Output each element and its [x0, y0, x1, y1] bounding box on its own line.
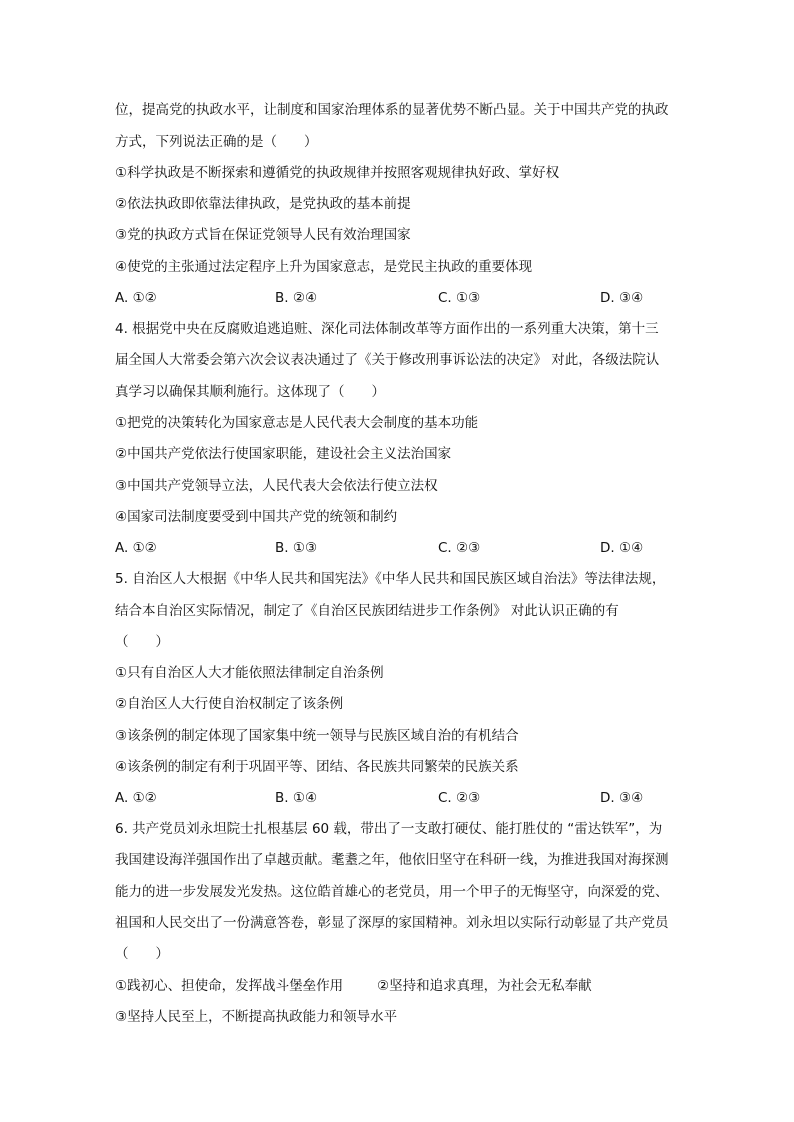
q6-items-row-1: [115, 976, 675, 996]
q5-option-b[interactable]: B. ①④: [275, 790, 318, 806]
q3-item-1: ①科学执政是不断探索和遵循党的执政规律并按照客观规律执好政、掌好权: [115, 165, 560, 181]
q6-stem-line-4: 祖国和人民交出了一份满意答卷，彰显了深厚的家国精神。刘永坦以实际行动彰显了共产党员: [115, 915, 669, 931]
q3-stem-line-2: 方式，下列说法正确的是（ ）: [115, 134, 318, 150]
q4-item-3: ③中国共产党领导立法，人民代表大会依法行使立法权: [115, 478, 438, 494]
q6-item-3: ③坚持人民至上，不断提高执政能力和领导水平: [115, 1009, 398, 1025]
q3-option-a[interactable]: A. ①②: [115, 290, 157, 306]
q3-option-d[interactable]: D. ③④: [600, 290, 644, 306]
q5-option-d[interactable]: D. ③④: [600, 790, 644, 806]
q6-item-2: ②坚持和追求真理，为社会无私奉献: [377, 978, 592, 994]
q4-option-d[interactable]: D. ①④: [600, 540, 644, 556]
q4-item-4: ④国家司法制度要受到中国共产党的统领和制约: [115, 509, 398, 525]
q3-item-4: ④使党的主张通过法定程序上升为国家意志，是党民主执政的重要体现: [115, 259, 533, 275]
q5-options: [115, 788, 675, 808]
q5-option-c[interactable]: C. ②③: [438, 790, 481, 806]
q4-stem-line-3: 真学习以确保其顺利施行。这体现了（ ）: [115, 384, 385, 400]
q3-option-c[interactable]: C. ①③: [438, 290, 481, 306]
q6-stem-line-3: 能力的进一步发展发光发热。这位皓首雄心的老党员，用一个甲子的无悔坚守，向深爱的党、: [115, 884, 669, 900]
q5-item-4: ④该条例的制定有利于巩固平等、团结、各民族共同繁荣的民族关系: [115, 759, 519, 775]
q5-stem-line-2: 结合本自治区实际情况，制定了《自治区民族团结进步工作条例》 对此认识正确的有: [115, 603, 619, 619]
q4-item-2: ②中国共产党依法行使国家职能，建设社会主义法治国家: [115, 446, 452, 462]
q5-stem-line-3: （ ）: [115, 634, 169, 650]
q5-item-3: ③该条例的制定体现了国家集中统一领导与民族区域自治的有机结合: [115, 728, 519, 744]
q3-options: [115, 288, 675, 308]
q5-item-1: ①只有自治区人大才能依照法律制定自治条例: [115, 665, 384, 681]
q3-item-2: ②依法执政即依靠法律执政，是党执政的基本前提: [115, 196, 411, 212]
q6-stem-line-2: 我国建设海洋强国作出了卓越贡献。耄耋之年，他依旧坚守在科研一线，为推进我国对海探测: [115, 852, 669, 868]
q4-options: [115, 538, 675, 558]
q4-option-b[interactable]: B. ①③: [275, 540, 318, 556]
q4-option-c[interactable]: C. ②③: [438, 540, 481, 556]
q5-item-2: ②自治区人大行使自治权制定了该条例: [115, 696, 344, 712]
q3-item-3: ③党的执政方式旨在保证党领导人民有效治理国家: [115, 227, 411, 243]
q3-option-b[interactable]: B. ②④: [275, 290, 318, 306]
q4-item-1: ①把党的决策转化为国家意志是人民代表大会制度的基本功能: [115, 415, 479, 431]
q6-stem-line-1: 6. 共产党员刘永坦院士扎根基层 60 载，带出了一支敢打硬仗、能打胜仗的 “雷达铁军”，为: [115, 821, 663, 837]
q5-stem-line-1: 5. 自治区人大根据《中华人民共和国宪法》《中华人民共和国民族区域自治法》等法律法规，: [115, 571, 666, 587]
q6-stem-line-5: （ ）: [115, 946, 169, 962]
q3-stem-line-1: 位，提高党的执政水平，让制度和国家治理体系的显著优势不断凸显。关于中国共产党的执政: [115, 102, 669, 118]
q4-option-a[interactable]: A. ①②: [115, 540, 157, 556]
q5-option-a[interactable]: A. ①②: [115, 790, 157, 806]
q4-stem-line-1: 4. 根据党中央在反腐败追逃追赃、深化司法体制改革等方面作出的一系列重大决策，第十三: [115, 321, 659, 337]
q6-item-1: ①践初心、担使命，发挥战斗堡垒作用: [115, 978, 344, 994]
q4-stem-line-2: 届全国人大常委会第六次会议表决通过了《关于修改刑事诉讼法的决定》 对此，各级法院认: [115, 352, 660, 368]
